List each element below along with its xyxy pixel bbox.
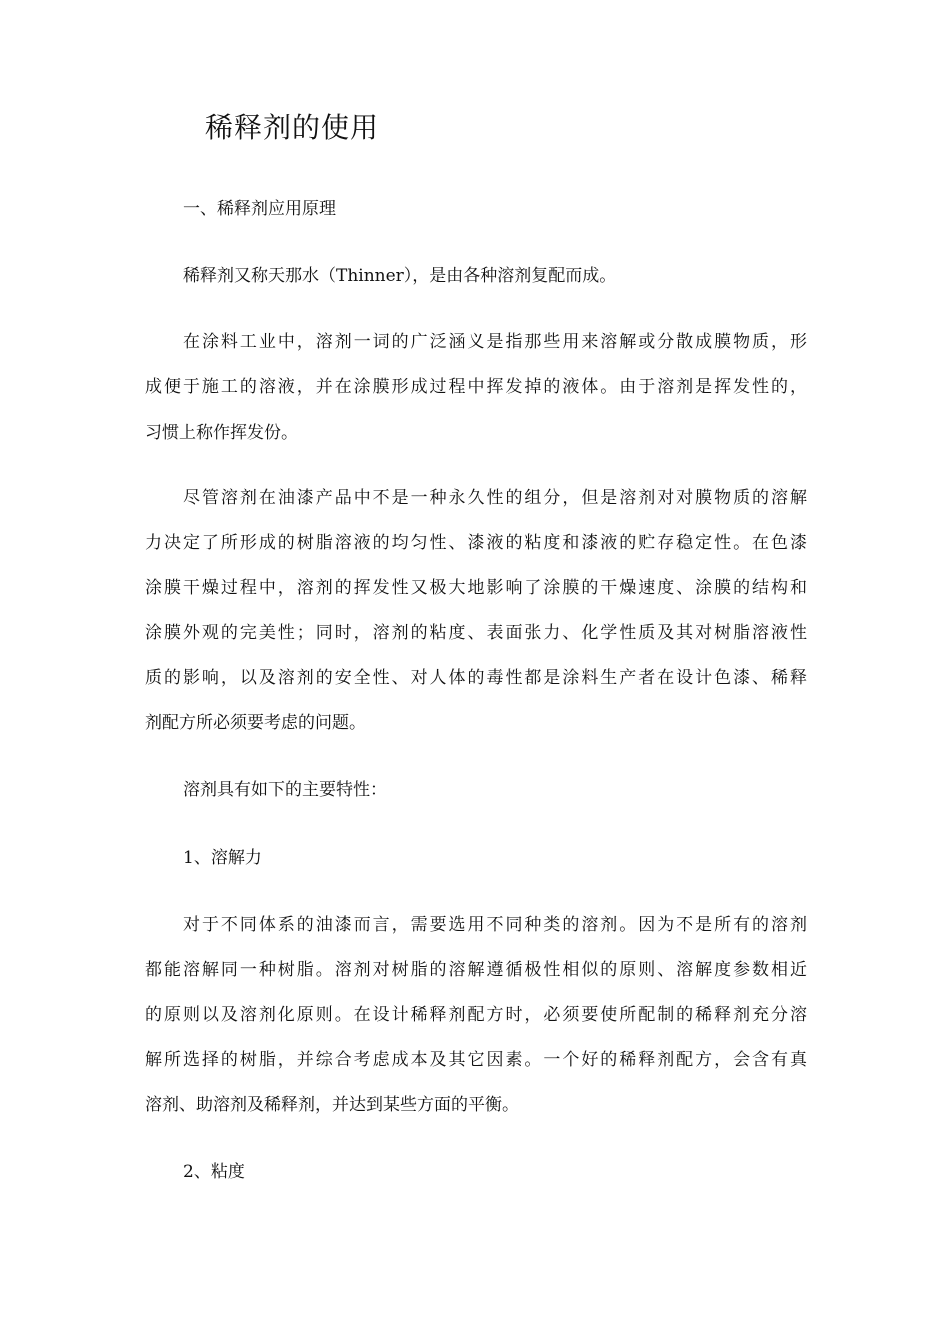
paragraph-line: 溶剂具有如下的主要特性： xyxy=(183,780,387,800)
paragraph-line: 涂膜外观的完美性；同时，溶剂的粘度、表面张力、化学性质及其对树脂溶液性 xyxy=(145,623,807,643)
paragraph-line: 尽管溶剂在油漆产品中不是一种永久性的组分，但是溶剂对对膜物质的溶解 xyxy=(183,488,807,508)
paragraph-line: 解所选择的树脂，并综合考虑成本及其它因素。一个好的稀释剂配方，会含有真 xyxy=(145,1050,807,1070)
paragraph-line: 在涂料工业中，溶剂一词的广泛涵义是指那些用来溶解或分散成膜物质，形 xyxy=(183,332,807,352)
document-title: 稀释剂的使用 xyxy=(205,111,380,144)
paragraph-line: 对于不同体系的油漆而言，需要选用不同种类的溶剂。因为不是所有的溶剂 xyxy=(183,915,807,935)
section-heading-principle: 一、稀释剂应用原理 xyxy=(183,199,336,219)
paragraph-line: 稀释剂又称天那水（Thinner），是由各种溶剂复配而成。 xyxy=(183,266,617,286)
paragraph-line: 溶剂、助溶剂及稀释剂，并达到某些方面的平衡。 xyxy=(145,1095,519,1115)
paragraph-line: 都能溶解同一种树脂。溶剂对树脂的溶解遵循极性相似的原则、溶解度参数相近 xyxy=(145,960,807,980)
paragraph-line: 质的影响，以及溶剂的安全性、对人体的毒性都是涂料生产者在设计色漆、稀释 xyxy=(145,668,807,688)
paragraph-line: 涂膜干燥过程中，溶剂的挥发性又极大地影响了涂膜的干燥速度、涂膜的结构和 xyxy=(145,578,807,598)
paragraph-line: 剂配方所必须要考虑的问题。 xyxy=(145,713,366,733)
subheading-viscosity: 2、粘度 xyxy=(183,1162,245,1182)
paragraph-line: 力决定了所形成的树脂溶液的均匀性、漆液的粘度和漆液的贮存稳定性。在色漆 xyxy=(145,533,807,553)
paragraph-line: 习惯上称作挥发份。 xyxy=(145,423,298,443)
paragraph-line: 的原则以及溶剂化原则。在设计稀释剂配方时，必须要使所配制的稀释剂充分溶 xyxy=(145,1005,807,1025)
subheading-solvency: 1、溶解力 xyxy=(183,848,262,868)
paragraph-line: 成便于施工的溶液，并在涂膜形成过程中挥发掉的液体。由于溶剂是挥发性的， xyxy=(145,377,807,397)
